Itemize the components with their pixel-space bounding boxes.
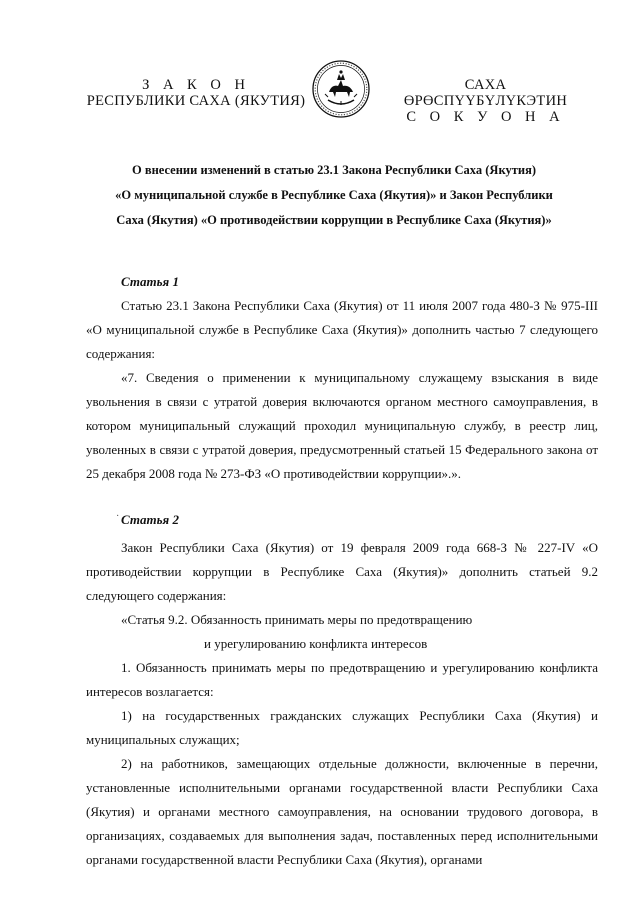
- title-line2: «О муниципальной службе в Республике Саха (Якутия)» и Закон Республики: [115, 188, 553, 202]
- article1-para2: «7. Сведения о применении к муниципальному служащему взыскания в виде увольнения в связи с утратой доверия включаются органом местного самоуправления, в котором муниципальный служащий проходил муниципальную службу, в реестр лиц, уволенных в связи с утратой доверия, предусмотренный статьей 15 Федерального закона от 25 декабря 2008 года № 273-ФЗ «О противодействии коррупции».».: [86, 370, 598, 481]
- title-line3: Саха (Якутия) «О противодействии коррупции в Республике Саха (Якутия)»: [116, 213, 552, 227]
- coat-of-arms-emblem-icon: [311, 59, 371, 119]
- article1-heading: Статья 1: [121, 274, 179, 289]
- header-left-line1: З А К О Н: [142, 77, 250, 93]
- header-law-ru: [86, 77, 306, 109]
- header-right-line1: САХА ӨРӨСПҮҮБҮЛҮКЭТИН: [403, 77, 568, 109]
- article2-quote-line2: и урегулированию конфликта интересов: [204, 636, 428, 651]
- document-title: [70, 158, 598, 233]
- article2-para3: 1) на государственных гражданских служащих Республики Саха (Якутия) и муниципальных служащих;: [86, 708, 598, 747]
- article2-para4: 2) на работников, замещающих отдельные должности, включенные в перечни, установленные исполнительными органами государственной власти Республики Саха (Якутия) и органами местного самоуправления, на основании трудового договора, в организациях, создаваемых для выполнения задач, поставленных перед исполнительными органами государственной власти Республики Саха (Якутия), органами: [86, 756, 598, 867]
- header-left-line2: РЕСПУБЛИКИ САХА (ЯКУТИЯ): [86, 93, 306, 109]
- article2-quote-line1: «Статья 9.2. Обязанность принимать меры по предотвращению: [121, 612, 473, 627]
- article1-para1: Статью 23.1 Закона Республики Саха (Якутия) от 11 июля 2007 года 480-З № 975-III «О муниципальной службе в Республике Саха (Якутия)» дополнить частью 7 следующего содержания:: [86, 298, 598, 361]
- title-line1: О внесении изменений в статью 23.1 Закона Республики Саха (Якутия): [131, 163, 537, 177]
- document-body: [86, 270, 598, 872]
- article2-para1: Закон Республики Саха (Якутия) от 19 февраля 2009 года 668-З № 227-IV «О противодействии коррупции в Республике Саха (Якутия)» дополнить статьей 9.2 следующего содержания:: [86, 540, 598, 603]
- scan-mark: ·: [116, 511, 120, 522]
- article2-heading: Статья 2: [121, 512, 179, 527]
- header-right-line2: С О К У О Н А: [406, 109, 565, 125]
- header-law-sakha: [383, 77, 588, 125]
- article2-para2: 1. Обязанность принимать меры по предотвращению и урегулированию конфликта интересов возлагается:: [86, 660, 598, 699]
